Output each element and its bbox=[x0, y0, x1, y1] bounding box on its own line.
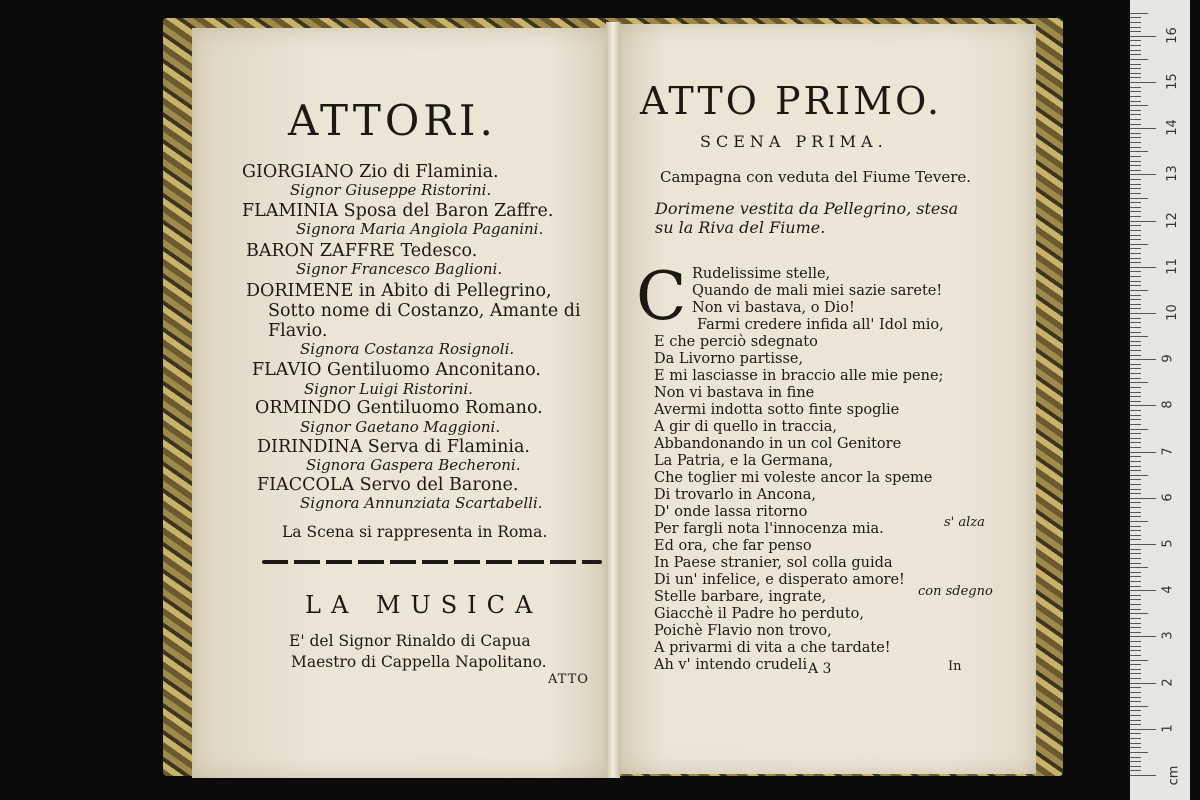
verse-line: Avermi indotta sotto finte spoglie bbox=[654, 402, 900, 418]
cast-heading: ATTORI. bbox=[288, 96, 497, 145]
ruler-tick bbox=[1130, 276, 1141, 277]
ruler-tick bbox=[1130, 770, 1141, 771]
ruler-tick bbox=[1130, 567, 1148, 568]
ruler-tick bbox=[1130, 17, 1141, 18]
ruler-tick bbox=[1130, 595, 1141, 596]
ruler-tick bbox=[1130, 636, 1156, 637]
ruler-tick bbox=[1130, 701, 1141, 702]
ruler-tick bbox=[1130, 590, 1156, 591]
drop-cap: C bbox=[636, 258, 687, 335]
ruler-tick bbox=[1130, 128, 1156, 129]
ruler-tick bbox=[1130, 470, 1141, 471]
ruler-number: 11 bbox=[1164, 258, 1180, 275]
ruler-tick bbox=[1130, 82, 1156, 83]
ruler-tick bbox=[1130, 184, 1141, 185]
stage-direction: Dorimene vestita da Pellegrino, stesa bbox=[655, 199, 959, 218]
verse-line: Rudelissime stelle, bbox=[692, 266, 831, 282]
ruler-number: 1 bbox=[1160, 724, 1176, 733]
ruler-tick bbox=[1130, 405, 1156, 406]
ruler-tick bbox=[1130, 419, 1141, 420]
verse-line: In Paese stranier, sol colla guida bbox=[654, 555, 893, 571]
ruler-tick bbox=[1130, 179, 1141, 180]
ruler-tick bbox=[1130, 535, 1141, 536]
ruler-tick bbox=[1130, 710, 1141, 711]
ruler-tick bbox=[1130, 516, 1141, 517]
ruler-tick bbox=[1130, 558, 1141, 559]
ruler-tick bbox=[1130, 660, 1148, 661]
ruler-tick bbox=[1130, 235, 1141, 236]
ruler-tick bbox=[1130, 22, 1141, 23]
ruler-tick bbox=[1130, 466, 1141, 467]
ruler-number: 7 bbox=[1160, 446, 1176, 456]
ruler-tick bbox=[1130, 285, 1141, 286]
ruler-tick bbox=[1130, 415, 1141, 416]
ruler-tick bbox=[1130, 729, 1156, 730]
ruler-tick bbox=[1130, 101, 1141, 102]
ruler-tick bbox=[1130, 553, 1141, 554]
ruler-tick bbox=[1130, 752, 1148, 753]
ruler-tick bbox=[1130, 775, 1156, 776]
verse-line: Di trovarlo in Ancona, bbox=[654, 487, 816, 503]
ruler-tick bbox=[1130, 646, 1141, 647]
ruler-tick bbox=[1130, 757, 1141, 758]
ruler-tick bbox=[1130, 137, 1141, 138]
ruler-tick bbox=[1130, 498, 1156, 499]
ruler-number: 6 bbox=[1160, 493, 1176, 502]
ruler-tick bbox=[1130, 456, 1141, 457]
verse-line: Per fargli nota l'innocenza mia. bbox=[654, 521, 884, 537]
ruler-tick bbox=[1130, 747, 1141, 748]
ruler-number: 14 bbox=[1164, 119, 1180, 136]
ruler-tick bbox=[1130, 355, 1141, 356]
ruler-tick bbox=[1130, 724, 1141, 725]
ruler-tick bbox=[1130, 599, 1141, 600]
ruler-tick bbox=[1130, 424, 1141, 425]
ruler-tick bbox=[1130, 479, 1141, 480]
ruler-tick bbox=[1130, 733, 1141, 734]
ruler-tick bbox=[1130, 313, 1156, 314]
cast-actor: Signor Gaetano Maggioni. bbox=[300, 418, 501, 436]
ruler-tick bbox=[1130, 475, 1148, 476]
verse-line: Quando de mali miei sazie sarete! bbox=[692, 283, 943, 299]
ruler-tick bbox=[1130, 429, 1148, 430]
ruler-number: 2 bbox=[1160, 677, 1176, 687]
cast-role: ORMINDO Gentiluomo Romano. bbox=[255, 398, 543, 418]
verse-line: A privarmi di vita a che tardate! bbox=[654, 640, 891, 656]
ruler-tick bbox=[1130, 720, 1141, 721]
verse-line: Abbandonando in un col Genitore bbox=[654, 436, 902, 452]
ruler-tick bbox=[1130, 253, 1141, 254]
music-credit-line: Maestro di Cappella Napolitano. bbox=[291, 653, 547, 671]
ruler-tick bbox=[1130, 188, 1141, 189]
cast-actor: Signora Maria Angiola Paganini. bbox=[296, 220, 544, 238]
verse-line: Poichè Flavio non trovo, bbox=[654, 623, 832, 639]
ruler-tick bbox=[1130, 683, 1156, 684]
ruler-tick bbox=[1130, 221, 1156, 222]
ruler-tick bbox=[1130, 267, 1156, 268]
ruler-tick bbox=[1130, 147, 1141, 148]
act-title: ATTO PRIMO. bbox=[640, 79, 943, 123]
verse-line: Non vi bastava, o Dio! bbox=[692, 300, 855, 316]
ruler-tick bbox=[1130, 632, 1141, 633]
ruler-tick bbox=[1130, 368, 1141, 369]
ruler-tick bbox=[1130, 715, 1141, 716]
ruler-tick bbox=[1130, 461, 1141, 462]
ruler-tick bbox=[1130, 299, 1141, 300]
cast-role: DIRINDINA Serva di Flaminia. bbox=[257, 437, 530, 457]
ruler-tick bbox=[1130, 706, 1148, 707]
ruler-number: 9 bbox=[1160, 354, 1176, 363]
verse-line: Stelle barbare, ingrate, bbox=[654, 589, 827, 605]
cast-role: DORIMENE in Abito di Pellegrino, bbox=[246, 281, 552, 301]
ruler-tick bbox=[1130, 295, 1141, 296]
verse-line: Che toglier mi voleste ancor la speme bbox=[654, 470, 933, 486]
music-credit-line: E' del Signor Rinaldo di Capua bbox=[289, 632, 531, 650]
ruler-tick bbox=[1130, 73, 1141, 74]
ruler-tick bbox=[1130, 216, 1141, 217]
ruler-tick bbox=[1130, 68, 1141, 69]
ruler-number: 12 bbox=[1164, 211, 1180, 229]
ruler-tick bbox=[1130, 239, 1141, 240]
cast-role-cont: Flavio. bbox=[268, 321, 328, 341]
ruler-number: 8 bbox=[1160, 400, 1176, 410]
ruler-tick bbox=[1130, 410, 1141, 411]
ruler-number: 5 bbox=[1160, 539, 1176, 548]
catchword: In bbox=[948, 659, 962, 674]
stage-note: s' alza bbox=[944, 515, 985, 530]
ruler-tick bbox=[1130, 244, 1148, 245]
ruler-tick bbox=[1130, 692, 1141, 693]
ruler-tick bbox=[1130, 678, 1141, 679]
ruler-tick bbox=[1130, 401, 1141, 402]
verse-line: A gir di quello in traccia, bbox=[654, 419, 838, 435]
ruler-tick bbox=[1130, 207, 1141, 208]
catchword: ATTO bbox=[548, 672, 589, 687]
ruler-tick bbox=[1130, 359, 1156, 360]
ruler-tick bbox=[1130, 308, 1141, 309]
ruler-tick bbox=[1130, 174, 1156, 175]
ruler-tick bbox=[1130, 211, 1141, 212]
ruler-tick bbox=[1130, 142, 1141, 143]
ruler-tick bbox=[1130, 507, 1141, 508]
verse-line: Da Livorno partisse, bbox=[654, 351, 804, 367]
ruler-tick bbox=[1130, 161, 1141, 162]
cast-role: BARON ZAFFRE Tedesco. bbox=[246, 241, 478, 261]
ruler-tick bbox=[1130, 31, 1141, 32]
ruler-tick bbox=[1130, 124, 1141, 125]
ruler-tick bbox=[1130, 697, 1141, 698]
ruler-tick bbox=[1130, 761, 1141, 762]
ruler-tick bbox=[1130, 54, 1141, 55]
ruler-tick bbox=[1130, 664, 1141, 665]
ruler-tick bbox=[1130, 438, 1141, 439]
ruler-tick bbox=[1130, 119, 1141, 120]
signature-mark: A 3 bbox=[808, 661, 832, 677]
ruler-tick bbox=[1130, 327, 1141, 328]
cast-role: GIORGIANO Zio di Flaminia. bbox=[242, 162, 499, 182]
cast-role: FIACCOLA Servo del Barone. bbox=[257, 475, 519, 495]
ruler-tick bbox=[1130, 623, 1141, 624]
ruler-tick bbox=[1130, 96, 1141, 97]
ruler-number: 4 bbox=[1160, 585, 1176, 594]
verse-line: Giacchè il Padre ho perduto, bbox=[654, 606, 864, 622]
ruler-tick bbox=[1130, 248, 1141, 249]
ruler-tick bbox=[1130, 151, 1148, 152]
ruler-tick bbox=[1130, 576, 1141, 577]
ruler-tick bbox=[1130, 526, 1141, 527]
ruler-tick bbox=[1130, 489, 1141, 490]
ruler-tick bbox=[1130, 322, 1141, 323]
ruler-number: 10 bbox=[1164, 304, 1180, 321]
ruler-tick bbox=[1130, 502, 1141, 503]
ruler-tick bbox=[1130, 59, 1148, 60]
book-gutter bbox=[606, 22, 620, 778]
ruler-tick bbox=[1130, 549, 1141, 550]
cast-actor: Signora Gaspera Becheroni. bbox=[306, 456, 521, 474]
cast-actor: Signor Giuseppe Ristorini. bbox=[290, 181, 492, 199]
ruler-tick bbox=[1130, 586, 1141, 587]
verse-line: Farmi credere infida all' Idol mio, bbox=[697, 317, 944, 333]
ruler-tick bbox=[1130, 641, 1141, 642]
ruler-tick bbox=[1130, 655, 1141, 656]
ruler-tick bbox=[1130, 64, 1141, 65]
ruler-tick bbox=[1130, 539, 1141, 540]
verse-line: E mi lasciasse in braccio alle mie pene; bbox=[654, 368, 944, 384]
measuring-ruler bbox=[1130, 0, 1190, 800]
verse-line: E che perciò sdegnato bbox=[654, 334, 818, 350]
ruler-tick bbox=[1130, 262, 1141, 263]
ruler-tick bbox=[1130, 27, 1141, 28]
ruler-tick bbox=[1130, 290, 1148, 291]
ruler-tick bbox=[1130, 572, 1141, 573]
ruler-tick bbox=[1130, 341, 1141, 342]
ruler-tick bbox=[1130, 743, 1141, 744]
ruler-tick bbox=[1130, 193, 1141, 194]
ruler-tick bbox=[1130, 105, 1148, 106]
verse-line: La Patria, e la Germana, bbox=[654, 453, 834, 469]
ruler-tick bbox=[1130, 281, 1141, 282]
ruler-tick bbox=[1130, 387, 1141, 388]
cast-role: FLAMINIA Sposa del Baron Zaffre. bbox=[242, 201, 554, 221]
ruler-number: 13 bbox=[1164, 165, 1180, 183]
ruler-tick bbox=[1130, 258, 1141, 259]
ruler-tick bbox=[1130, 512, 1141, 513]
scene-setting: Campagna con veduta del Fiume Tevere. bbox=[660, 168, 972, 186]
ruler-tick bbox=[1130, 198, 1148, 199]
ruler-tick bbox=[1130, 165, 1141, 166]
cast-role-cont: Sotto nome di Costanzo, Amante di bbox=[268, 301, 581, 321]
ruler-tick bbox=[1130, 563, 1141, 564]
cast-actor: Signora Annunziata Scartabelli. bbox=[300, 494, 543, 512]
ruler-tick bbox=[1130, 530, 1141, 531]
ruler-tick bbox=[1130, 396, 1141, 397]
stage-direction: su la Riva del Fiume. bbox=[655, 218, 826, 237]
ruler-tick bbox=[1130, 544, 1156, 545]
ruler-tick bbox=[1130, 604, 1141, 605]
cast-actor: Signor Luigi Ristorini. bbox=[304, 380, 473, 398]
ruler-tick bbox=[1130, 304, 1141, 305]
ruler-tick bbox=[1130, 613, 1148, 614]
ruler-tick bbox=[1130, 350, 1141, 351]
ruler-tick bbox=[1130, 609, 1141, 610]
verse-line: D' onde lassa ritorno bbox=[654, 504, 808, 520]
ruler-tick bbox=[1130, 133, 1141, 134]
ruler-tick bbox=[1130, 766, 1141, 767]
ruler-tick bbox=[1130, 202, 1141, 203]
verse-line: Ed ora, che far penso bbox=[654, 538, 812, 554]
ruler-tick bbox=[1130, 230, 1141, 231]
cast-actor: Signor Francesco Baglioni. bbox=[296, 260, 503, 278]
ruler-tick bbox=[1130, 40, 1141, 41]
ruler-tick bbox=[1130, 271, 1141, 272]
ruler-tick bbox=[1130, 345, 1141, 346]
ruler-tick bbox=[1130, 170, 1141, 171]
ruler-tick bbox=[1130, 442, 1141, 443]
ruler-tick bbox=[1130, 110, 1141, 111]
ruler-tick bbox=[1130, 618, 1141, 619]
ruler-tick bbox=[1130, 650, 1141, 651]
cast-role: FLAVIO Gentiluomo Anconitano. bbox=[252, 360, 541, 380]
ruler-tick bbox=[1130, 392, 1141, 393]
ruler-tick bbox=[1130, 225, 1141, 226]
ruler-tick bbox=[1130, 673, 1141, 674]
ruler-tick bbox=[1130, 521, 1148, 522]
ruler-tick bbox=[1130, 77, 1141, 78]
ruler-tick bbox=[1130, 373, 1141, 374]
ruler-tick bbox=[1130, 336, 1148, 337]
ruler-tick bbox=[1130, 50, 1141, 51]
ruler-tick bbox=[1130, 581, 1141, 582]
ruler-unit-label: cm bbox=[1166, 765, 1182, 786]
ruler-tick bbox=[1130, 114, 1141, 115]
ruler-tick bbox=[1130, 364, 1141, 365]
ruler-tick bbox=[1130, 452, 1156, 453]
ruler-tick bbox=[1130, 382, 1148, 383]
ruler-tick bbox=[1130, 687, 1141, 688]
verse-line: Ah v' intendo crudeli bbox=[654, 657, 808, 673]
verse-line: Di un' infelice, e disperato amore! bbox=[654, 572, 905, 588]
scene-title: SCENA PRIMA. bbox=[700, 132, 888, 151]
ruler-tick bbox=[1130, 36, 1156, 37]
ruler-number: 15 bbox=[1164, 73, 1180, 90]
ruler-tick bbox=[1130, 378, 1141, 379]
decorative-rule bbox=[262, 560, 602, 564]
ruler-tick bbox=[1130, 484, 1141, 485]
ruler-tick bbox=[1130, 447, 1141, 448]
ruler-tick bbox=[1130, 738, 1141, 739]
verse-line: Non vi bastava in fine bbox=[654, 385, 815, 401]
ruler-tick bbox=[1130, 493, 1141, 494]
ruler-number: 3 bbox=[1160, 631, 1176, 641]
cast-actor: Signora Costanza Rosignoli. bbox=[300, 340, 515, 358]
ruler-tick bbox=[1130, 13, 1148, 14]
ruler-tick bbox=[1130, 433, 1141, 434]
ruler-tick bbox=[1130, 91, 1141, 92]
ruler-number: 16 bbox=[1164, 27, 1180, 44]
music-heading: LA MUSICA bbox=[305, 591, 543, 619]
ruler-tick bbox=[1130, 45, 1141, 46]
stage-note: con sdegno bbox=[918, 584, 993, 599]
ruler-tick bbox=[1130, 627, 1141, 628]
ruler-tick bbox=[1130, 318, 1141, 319]
scene-location-note: La Scena si rappresenta in Roma. bbox=[282, 523, 548, 541]
ruler-tick bbox=[1130, 669, 1141, 670]
ruler-tick bbox=[1130, 156, 1141, 157]
ruler-tick bbox=[1130, 332, 1141, 333]
ruler-tick bbox=[1130, 87, 1141, 88]
